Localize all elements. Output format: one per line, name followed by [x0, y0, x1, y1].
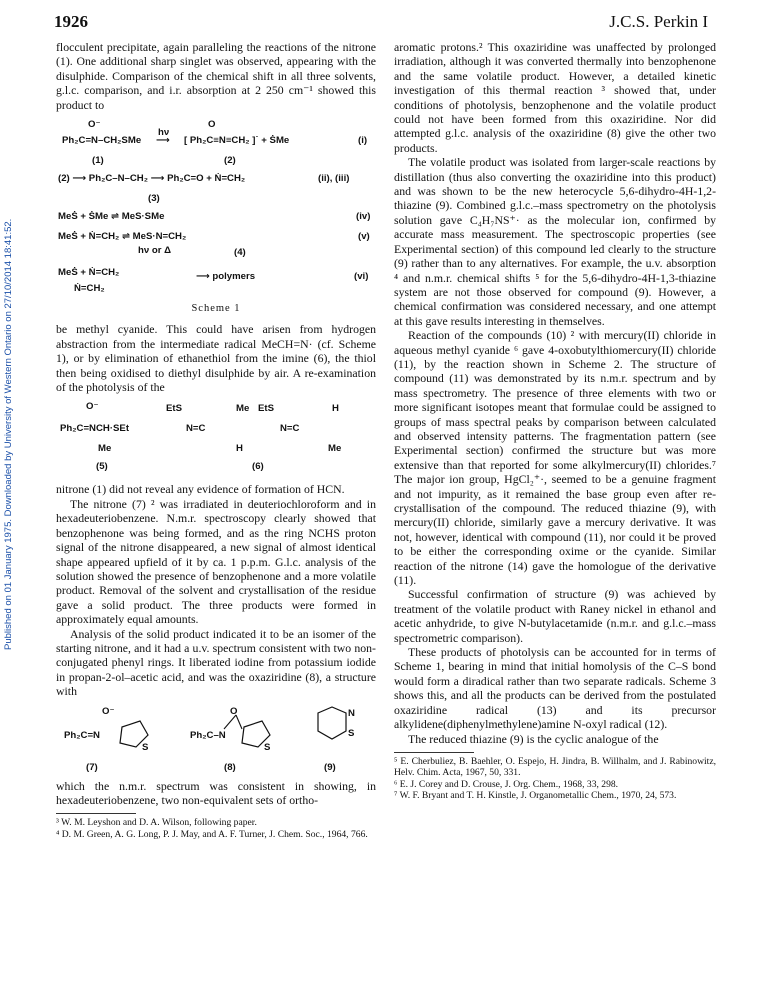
chem-formula: [ Ph₂C≡N≡CH₂ ]˙ + ṠMe	[184, 135, 290, 147]
chem-formula: Ph₂C=N–CH₂SMe	[62, 135, 142, 147]
chem-label: Me	[98, 443, 112, 455]
chem-formula: MeṠ + Ṅ=CH₂	[58, 267, 120, 279]
paragraph: Successful confirmation of structure (9) was achieved by treatment of the volatile product with Raney nickel in ethanol and acetic anhydride, to give N-butylacetamide (n.m.r. and g.l.c.–mass spectrometric comparison).	[394, 587, 716, 645]
reaction-arrow: ⟶	[156, 135, 170, 147]
chem-label: Me	[236, 403, 250, 415]
chem-label: O⁻	[88, 119, 101, 131]
compound-number: (9)	[324, 761, 336, 773]
chem-formula: ⟶ polymers	[196, 271, 256, 283]
paragraph: which the n.m.r. spectrum was consistent in showing, in hexadeuteriobenzene, two non-equivalent sets of ortho-	[56, 778, 376, 807]
scheme-caption: Scheme 1	[191, 303, 241, 315]
compound-number: (7)	[86, 761, 98, 773]
footnote: ⁶ E. J. Corey and D. Crouse, J. Org. Chem., 1968, 33, 298.	[394, 778, 619, 790]
footnote: ⁵ E. Cherbuliez, B. Baehler, O. Espejo, H. Jindra, B. Willhalm, and J. Rabinowitz, Helv. Chim. Acta, 1967, 50, 331.	[394, 755, 716, 779]
compound-number: (8)	[224, 761, 236, 773]
paragraph: These products of photolysis can be accounted for in terms of Scheme 1, bearing in mind that initial homolysis of the C–S bond would form a diradical rather than two separate radicals. Scheme 3 shows this, and all the products can be derived from the postulated oxaziridine radical (13) and its precursor alkylidene(diphenylmethylene)amine N-oxyl radical (12).	[394, 645, 716, 732]
chem-label: O	[208, 119, 216, 131]
chem-formula: (2) ⟶ Ph₂C–N–CH₂ ⟶ Ph₂C=O + Ṅ=CH₂	[58, 173, 246, 185]
chem-label: H	[236, 443, 243, 455]
chem-formula: Ph₂C=N	[64, 729, 100, 741]
chem-formula: MeṠ + ṠMe ⇌ MeS·SMe	[58, 211, 165, 223]
structures-7-8-9: O⁻ Ph₂C=N S O Ph₂C–N S N S (7) (8) (9)	[56, 699, 376, 779]
compound-number: (4)	[234, 247, 246, 259]
paragraph: The nitrone (7) ² was irradiated in deuteriochloroform and in hexadeuteriobenzene. N.m.r. spectroscopy clearly showed that benzophenone was being formed, and as the ring NCHS proton signal of the nitrone disappeared, a new signal of almost identical shape appeared upfield of it by ca. 1 p.p.m. G.l.c. analysis of the solution showed the presence of benzophenone and a more volatile product. Removal of the solvent and crystallisation of the residue gave a solid product. The three products were formed in approximately equal amounts.	[56, 496, 376, 627]
compound-number: (2)	[224, 155, 236, 167]
footnote: ³ W. M. Leyshon and D. A. Wilson, following paper.	[56, 817, 257, 829]
reaction-number: (iv)	[356, 211, 371, 223]
chem-label: Me	[328, 443, 342, 455]
compound-number: (1)	[92, 155, 104, 167]
footnote: ⁷ W. F. Bryant and T. H. Kinstle, J. Organometallic Chem., 1970, 24, 573.	[394, 790, 677, 802]
reaction-number: (vi)	[354, 271, 369, 283]
paragraph: be methyl cyanide. This could have arisen from hydrogen abstraction from the intermediate radical MeCH=N· (cf. Scheme 1), or by elimination of ethanethiol from the imine (6), the thiol then being oxidised to diethyl disulphide by air. A re-examination of the photolysis of the	[56, 322, 376, 395]
arrow-label: hν	[158, 127, 170, 139]
compound-number: (6)	[252, 461, 264, 473]
paragraph: The volatile product was isolated from larger-scale reactions by distillation (thus also converting the oxaziridine into this product) and was shown to be the new heterocycle 5,6-dihydro-4H-1,2-thiazine (9). Combined g.l.c.–mass spectrometry on the photolysis solution gave C₄H₇NS⁺· as the molecular ion, confirmed by accurate mass measurement. The spectroscopic properties (see Experimental section) of this compound led clearly to the structure (9) rather than to any alternatives. For example, the u.v. absorption ⁴ and n.m.r. chemical shifts ⁵ for the 5,6-dihydro-4H-1,3-thiazine system are not those observed for compound (9). However, a chemical confirmation was considered necessary, and one attempt at this gave results interesting in themselves.	[394, 155, 716, 328]
chem-label: N=C	[186, 423, 206, 435]
reaction-number: (ii), (iii)	[318, 173, 350, 185]
paragraph: Reaction of the compounds (10) ² with mercury(II) chloride in aqueous methyl cyanide ⁶ gave 4-oxobutylthiomercury(II) chloride (11), by the reaction shown in Scheme 2. The structure of compound (11) was demonstrated by its n.m.r. spectrum and by mass spectrometry. The presence of three elements with two or more significant isotopes meant that formulae could be assigned to groups of mass spectral peaks by comparison between calculated and observed intensity patterns. The fragmentation pattern (see Experimental section) confirmed the structure but was more extensive than that reported for some alkylmercury(II) chlorides.⁷ The major ion group, HgCl₂⁺·, seemed to be a genuine fragment and not impurity, as it remained the base group even after re-crystallisation of the compound. The reduced thiazine (9), with mercury(II) chloride, similarly gave a mercury derivative. It was not, however, identical with compound (11), nor could it be proved to be either the corresponding oxime or the cyanide. Similar reaction of the nitrone (14) gave the homologue of the derivative (11).	[394, 328, 716, 588]
chem-formula: MeṠ + Ṅ=CH₂ ⇌ MeS·N=CH₂	[58, 231, 187, 243]
chem-formula: Ph₂C–N	[190, 729, 226, 741]
chem-formula: Ṅ=CH₂	[74, 283, 105, 295]
chem-label: EtS	[166, 403, 182, 415]
chem-label: H	[332, 403, 339, 415]
paragraph: nitrone (1) did not reveal any evidence of formation of HCN.	[56, 482, 345, 497]
compound-number: (5)	[96, 461, 108, 473]
structures-5-6: O⁻ Ph₂C=NCH·SEt Me (5) EtS N=C Me H EtS N=C H Me (6)	[56, 394, 376, 482]
right-column	[394, 40, 716, 802]
scheme-1	[56, 118, 376, 298]
chem-label: EtS	[258, 403, 274, 415]
paragraph: Analysis of the solid product indicated it to be an isomer of the starting nitrone, and it had a u.v. spectrum consistent with two non-conjugated phenyl rings. It liberated iodine from potassium iodide in propan-2-ol–acetic acid, and was the oxaziridine (8), a structure with	[56, 626, 376, 699]
journal-title: J.C.S. Perkin I	[609, 12, 708, 31]
compound-number: (3)	[148, 193, 160, 205]
left-column	[56, 40, 376, 840]
chem-label: N=C	[280, 423, 300, 435]
side-note-container	[3, 60, 17, 650]
page-number: 1926	[54, 12, 88, 31]
footnote-rule	[394, 752, 474, 753]
download-note[interactable]: Published on 01 January 1975. Downloaded by University of Western Ontario on 27/10/2014 18:41:52.	[3, 218, 14, 650]
footnote: ⁴ D. M. Green, A. G. Long, P. J. May, and A. F. Turner, J. Chem. Soc., 1964, 766.	[56, 828, 368, 840]
arrow-label: hν or Δ	[138, 245, 172, 257]
paragraph: aromatic protons.² This oxaziridine was unaffected by prolonged irradiation, although it was converted thermally into benzophenone and the same volatile product. However, a detailed kinetic investigation of this thermal reaction ³ showed that, under conditions of photolysis, benzophenone and the volatile product could not have been formed from this oxaziridine. Nor did attempted g.l.c. analysis of the oxaziridine (8) give the other two products.	[394, 40, 716, 155]
chem-formula: Ph₂C=NCH·SEt	[60, 423, 130, 435]
reaction-number: (i)	[358, 135, 368, 147]
footnote-rule	[56, 813, 136, 814]
paragraph: flocculent precipitate, again paralleling the reactions of the nitrone (1). One additional sharp singlet was observed, appearing with the disulphide. Comparison of the chemical shift in all three solvents, g.l.c. comparison, and i.r. absorption at 2 250 cm⁻¹ showed this product to	[56, 40, 376, 112]
reaction-number: (v)	[358, 231, 370, 243]
paragraph: The reduced thiazine (9) is the cyclic analogue of the	[408, 731, 659, 746]
